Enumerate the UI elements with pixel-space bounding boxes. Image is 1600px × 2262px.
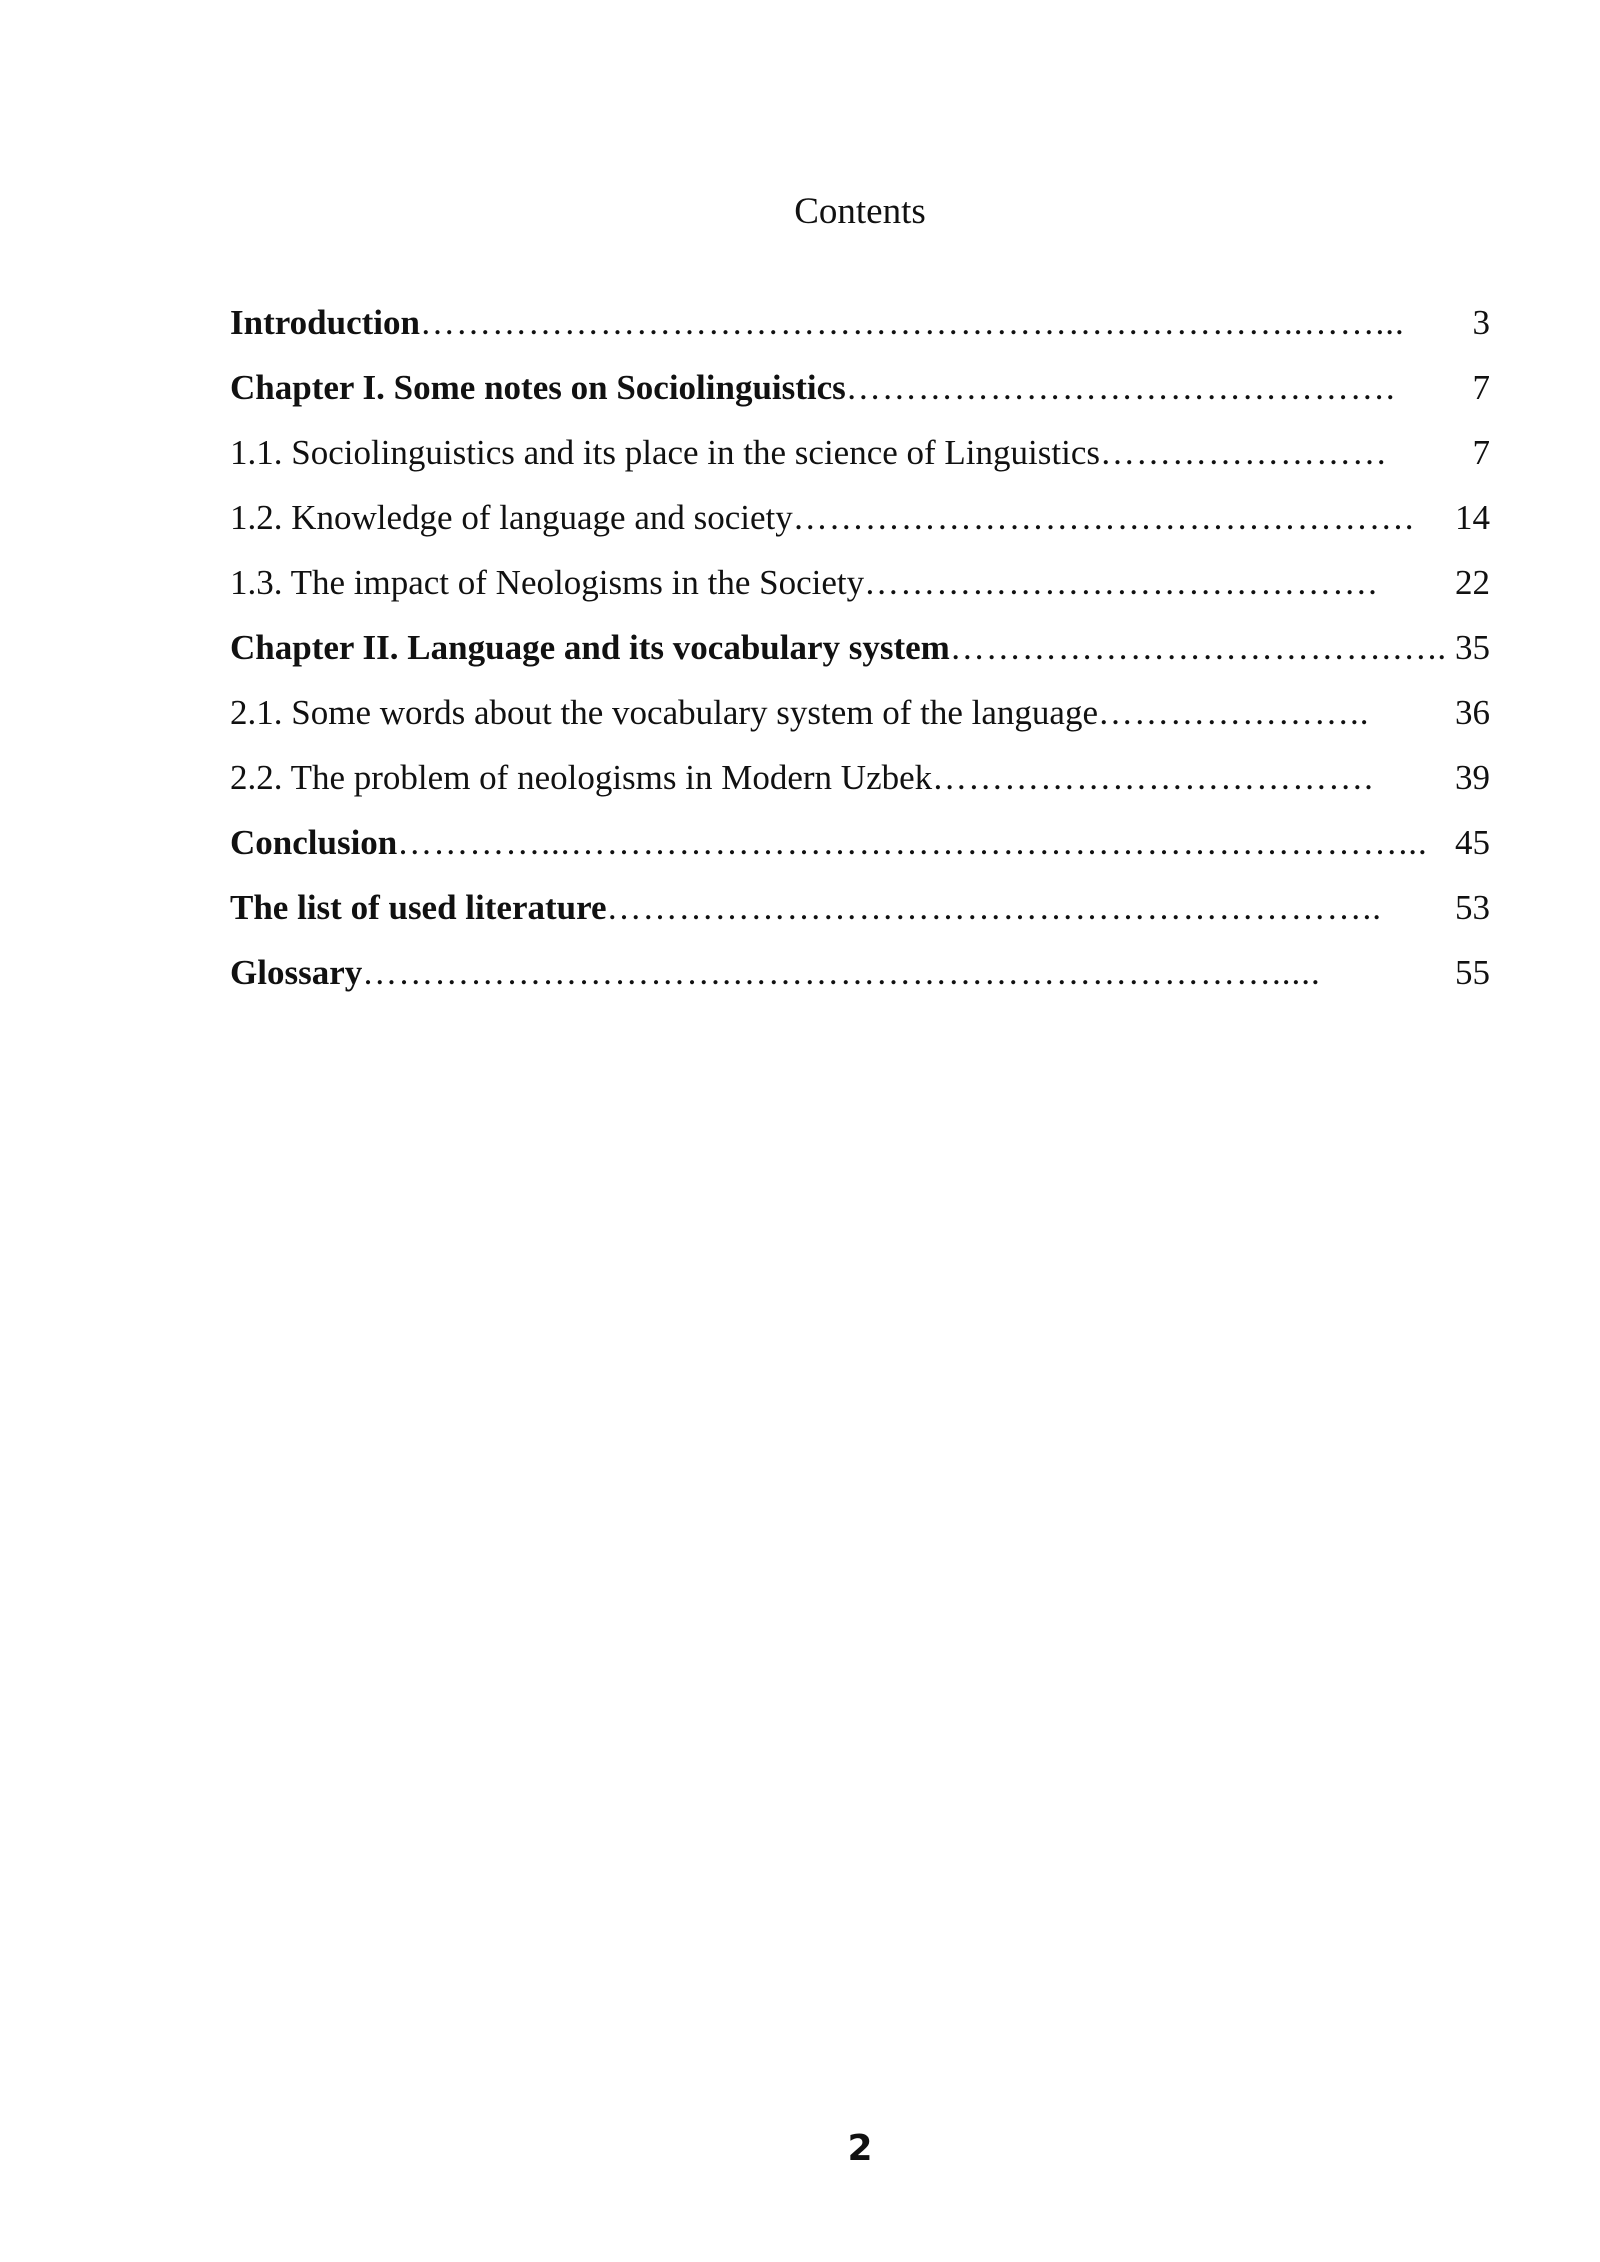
toc-entry (230, 428, 1490, 493)
toc-entry-label: 2.2. The problem of neologisms in Modern Uzbek (230, 758, 933, 797)
toc-entry-page: 55 (1455, 953, 1490, 992)
toc-entry (230, 493, 1490, 558)
toc-entry (230, 363, 1490, 428)
toc-entry-leader: ………………………….………………………………………..... (362, 953, 1321, 992)
toc-entry-page: 14 (1455, 498, 1490, 537)
toc-entry-leader: ………………………………………………………………..……... (419, 303, 1405, 342)
toc-entry-page: 45 (1455, 823, 1490, 862)
toc-entry (230, 623, 1490, 688)
toc-entry-label: The list of used literature (230, 888, 607, 927)
toc-entry-label: 1.1. Sociolinguistics and its place in the science of Linguistics (230, 433, 1100, 472)
toc-entry-label: Chapter II. Language and its vocabulary system (230, 628, 950, 667)
toc-entry-page: 3 (1472, 303, 1490, 342)
toc-entry (230, 558, 1490, 623)
toc-entry-label: 1.3. The impact of Neologisms in the Society (230, 563, 865, 602)
toc-entry-page: 53 (1455, 888, 1490, 927)
table-of-contents (230, 298, 1490, 1013)
toc-entry-page: 36 (1455, 693, 1490, 732)
toc-entry-leader: …………………… (1099, 433, 1388, 472)
toc-entry-label: 2.1. Some words about the vocabulary system of the language (230, 693, 1098, 732)
toc-entry-page: 22 (1455, 563, 1490, 602)
toc-entry-page: 35 (1455, 628, 1490, 667)
toc-entry-label: Chapter I. Some notes on Sociolinguistics (230, 368, 846, 407)
toc-entry-page: 7 (1472, 368, 1490, 407)
toc-entry-leader: ………………………………………. (845, 368, 1396, 407)
toc-entry-label: Conclusion (230, 823, 398, 862)
toc-entry-leader: ………………….. (1098, 693, 1370, 732)
toc-entry-leader: ……………………………………………. (792, 498, 1415, 537)
toc-entry-label: Glossary (230, 953, 363, 992)
toc-entry-page: 7 (1472, 433, 1490, 472)
toc-entry-page: 39 (1455, 758, 1490, 797)
toc-entry-leader: ……………………………………. (864, 563, 1378, 602)
page-number: 2 (847, 2128, 873, 2169)
toc-entry-leader: ……………………………….….. (949, 628, 1448, 667)
toc-entry-leader: …………...……………………………………………………………... (397, 823, 1428, 862)
toc-entry (230, 818, 1490, 883)
toc-entry-leader: ………………………………. (932, 758, 1374, 797)
toc-entry-label: Introduction (230, 303, 420, 342)
toc-entry (230, 298, 1490, 363)
toc-entry (230, 753, 1490, 818)
toc-entry-label: 1.2. Knowledge of language and society (230, 498, 793, 537)
toc-entry-leader: ……………………………………………………….. (606, 888, 1383, 927)
toc-entry (230, 688, 1490, 753)
toc-entry (230, 883, 1490, 948)
toc-entry (230, 948, 1490, 1013)
page-title: Contents (794, 191, 926, 232)
